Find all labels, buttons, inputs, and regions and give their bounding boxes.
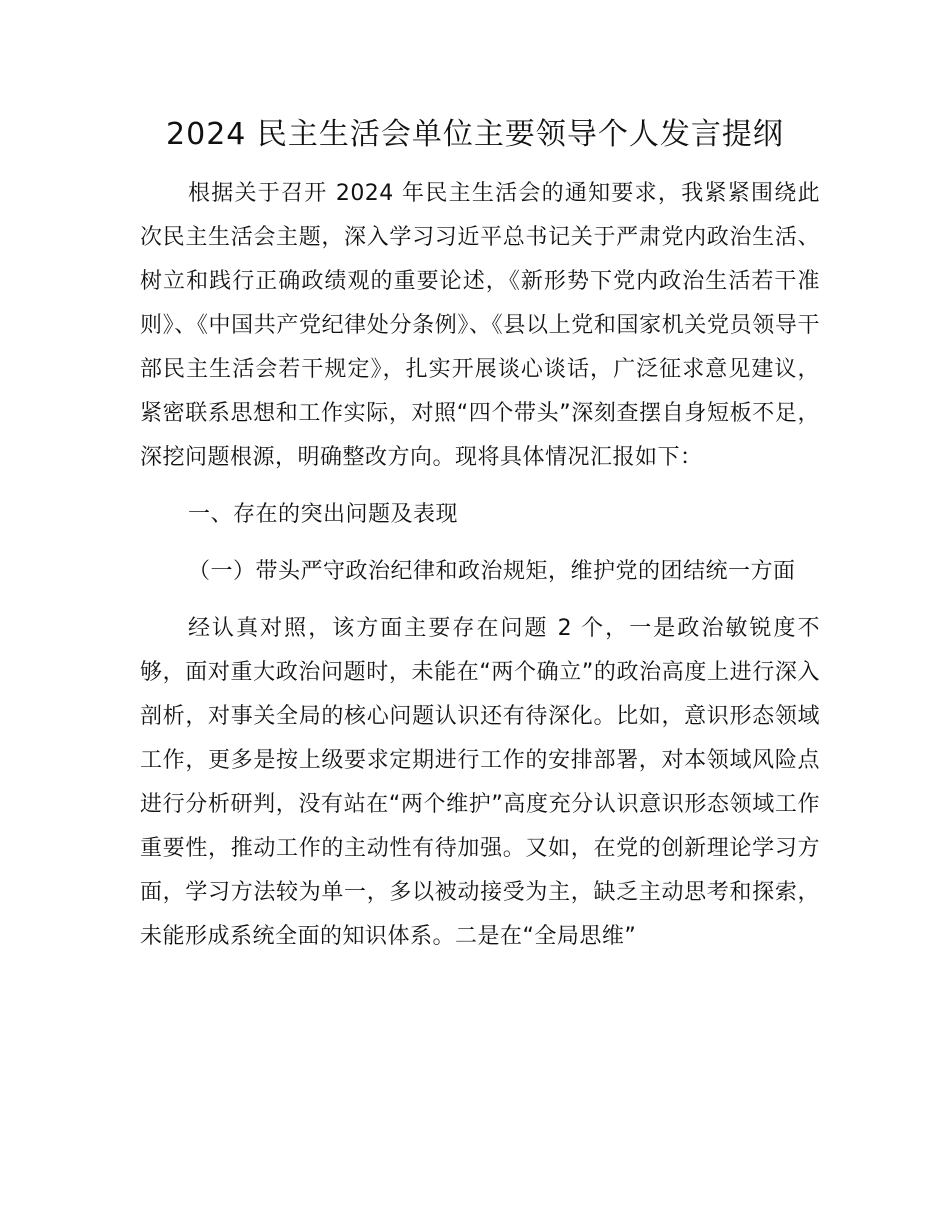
subsection-heading: （一）带头严守政治纪律和政治规矩，维护党的团结统一方面: [188, 559, 796, 584]
body-paragraph: 经认真对照，该方面主要存在问题 2 个，一是政治敏锐度不够，面对重大政治问题时，未能在“两个确立”的政治高度上进行深入剖析，对事关全局的核心问题认识还有待深化。比如，意识形态领域工作，更多是按上级要求定期进行工作的安排部署，对本领域风险点进行分析研判，没有站在“两个维护”高度充分认识意识形态领域工作重要性，推动工作的主动性有待加强。又如，在党的创新理论学习方面，学习方法较为单一，多以被动接受为主，缺乏主动思考和探索，未能形成系统全面的知识体系。二是在“全局思维”: [140, 616, 820, 949]
section-heading: 一、存在的突出问题及表现: [188, 502, 459, 527]
intro-paragraph: 根据关于召开 2024 年民主生活会的通知要求，我紧紧围绕此次民主生活会主题，深入学习习近平总书记关于严肃党内政治生活、树立和践行正确政绩观的重要论述，《新形势下党内政治生活若干准则》、《中国共产党纪律处分条例》、《县以上党和国家机关党员领导干部民主生活会若干规定》，扎实开展谈心谈话，广泛征求意见建议，紧密联系思想和工作实际，对照“四个带头”深刻查摆自身短板不足，深挖问题根源，明确整改方向。现将具体情况汇报如下：: [140, 181, 820, 470]
document-body: [140, 172, 820, 959]
document-title: 2024 民主生活会单位主要领导个人发言提纲: [166, 117, 784, 152]
